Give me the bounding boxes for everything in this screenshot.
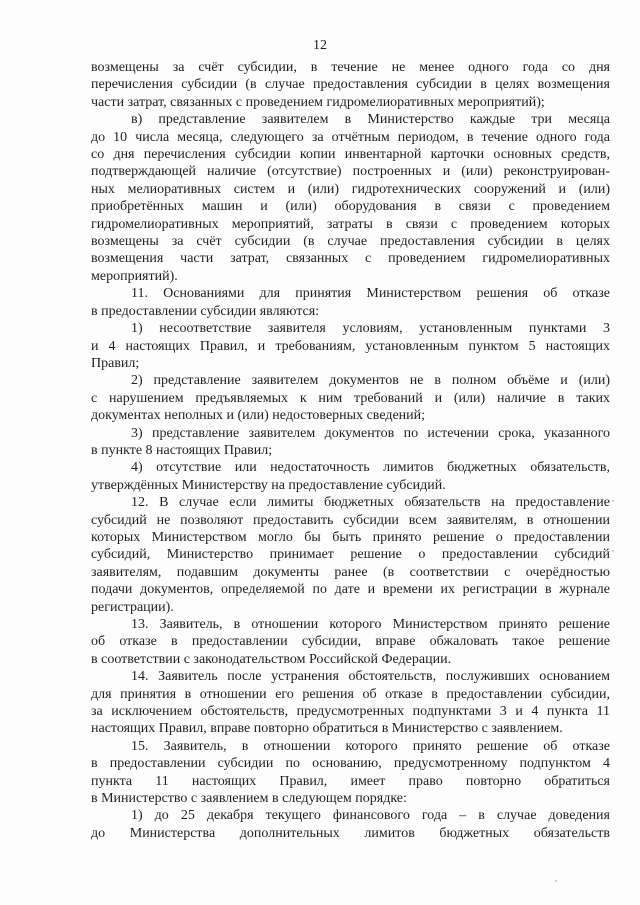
text-line: мероприятий). [91, 268, 178, 284]
text-line: пункта 11 настоящих Правил, имеет право повторно обратиться [91, 773, 610, 789]
text-line: в) представление заявителем в Министерство каждые три месяца [131, 112, 610, 128]
text-line: ных мелиоративных систем и (или) гидротехнических сооружений и (или) [91, 181, 610, 197]
text-line: 2) представление заявителем документов не в полном объёме и (или) [131, 373, 610, 389]
text-line: 14. Заявитель после устранения обстоятельств, послуживших основанием [131, 669, 610, 685]
text-line: с нарушением предъявляемых к ним требований и (или) наличие в таких [91, 390, 610, 406]
text-line: 11. Основаниями для принятия Министерством решения об отказе [131, 286, 610, 302]
text-line: 3) представление заявителем документов по истечении срока, указанного [131, 425, 610, 441]
text-line: до Министерства дополнительных лимитов бюджетных обязательств [91, 825, 610, 841]
text-line: в Министерство с заявлением в следующем порядке: [91, 791, 407, 807]
text-line: заявителям, подавшим документы ранее (в соответствии с очерёдностью [91, 564, 610, 580]
document-body [91, 59, 610, 842]
text-line: об отказе в предоставлении субсидии, вправе обжаловать такое решение [91, 634, 610, 650]
text-line: 13. Заявитель, в отношении которого Министерством принято решение [131, 617, 610, 632]
text-line: в пункте 8 настоящих Правил; [91, 442, 273, 458]
text-line: документах неполных и (или) недостоверных сведений; [91, 408, 426, 424]
text-line: регистрации). [91, 599, 174, 615]
text-line: субсидий, Министерство принимает решение о предоставлении субсидий [91, 547, 610, 563]
text-line: и 4 настоящих Правил, и требованиям, установленным пунктом 5 настоящих [91, 338, 610, 354]
text-line: для принятия в отношении его решения об отказе в предоставлении субсидии, [91, 686, 610, 702]
text-line: которых Министерством могло бы быть принято решение о предоставлении [91, 529, 610, 545]
text-line: приобретённых машин и (или) оборудования в связи с проведением [91, 199, 610, 215]
text-line: возмещены за счёт субсидии (в случае предоставления субсидии в целях [91, 234, 610, 250]
text-line: подачи документов, определяемой по дате и времени их регистрации в журнале [91, 582, 610, 598]
text-line: 1) несоответствие заявителя условиям, установленным пунктами 3 [131, 321, 610, 337]
text-line: подтверждающей наличие (отсутствие) построенных и (или) реконструирован- [91, 164, 610, 180]
text-line: 12. В случае если лимиты бюджетных обязательств на предоставление [131, 495, 610, 511]
text-line: возмещены за счёт субсидии, в течение не менее одного года со дня [91, 60, 610, 75]
text-line: в предоставлении субсидии по основанию, предусмотренному подпунктом 4 [91, 756, 610, 772]
text-line: в соответствии с законодательством Российской Федерации. [91, 651, 452, 667]
text-line: перечисления субсидии (в случае предоставления субсидии в целях возмещения [91, 77, 610, 93]
scan-speck [612, 550, 614, 552]
page-number: 12 [313, 38, 327, 53]
scan-speck [612, 500, 614, 502]
text-line: до 10 числа месяца, следующего за отчётным периодом, в течение одного года [91, 129, 610, 145]
text-line: 4) отсутствие или недостаточность лимитов бюджетных обязательств, [131, 460, 610, 476]
text-line: части затрат, связанных с проведением гидромелиоративных мероприятий); [91, 94, 545, 110]
scan-speck [555, 880, 557, 882]
text-line: настоящих Правил, вправе повторно обратиться в Министерство с заявлением. [91, 721, 563, 737]
text-line: возмещения части затрат, связанных с проведением гидромелиоративных [91, 251, 610, 267]
text-line: утверждённых Министерству на предоставление субсидий. [91, 477, 446, 493]
text-line: 1) до 25 декабря текущего финансового года – в случае доведения [131, 808, 610, 824]
text-line: со дня перечисления субсидии копии инвентарной карточки основных средств, [91, 147, 610, 163]
text-line: Правил; [91, 355, 140, 371]
text-line: в предоставлении субсидии являются: [91, 303, 320, 319]
text-line: за исключением обстоятельств, предусмотренных подпунктами 3 и 4 пункта 11 [91, 704, 610, 720]
text-line: 15. Заявитель, в отношении которого принято решение об отказе [131, 738, 610, 754]
text-line: субсидий не позволяют предоставить субсидии всем заявителям, в отношении [91, 512, 610, 528]
text-line: гидромелиоративных мероприятий, затраты в связи с проведением которых [91, 216, 610, 232]
